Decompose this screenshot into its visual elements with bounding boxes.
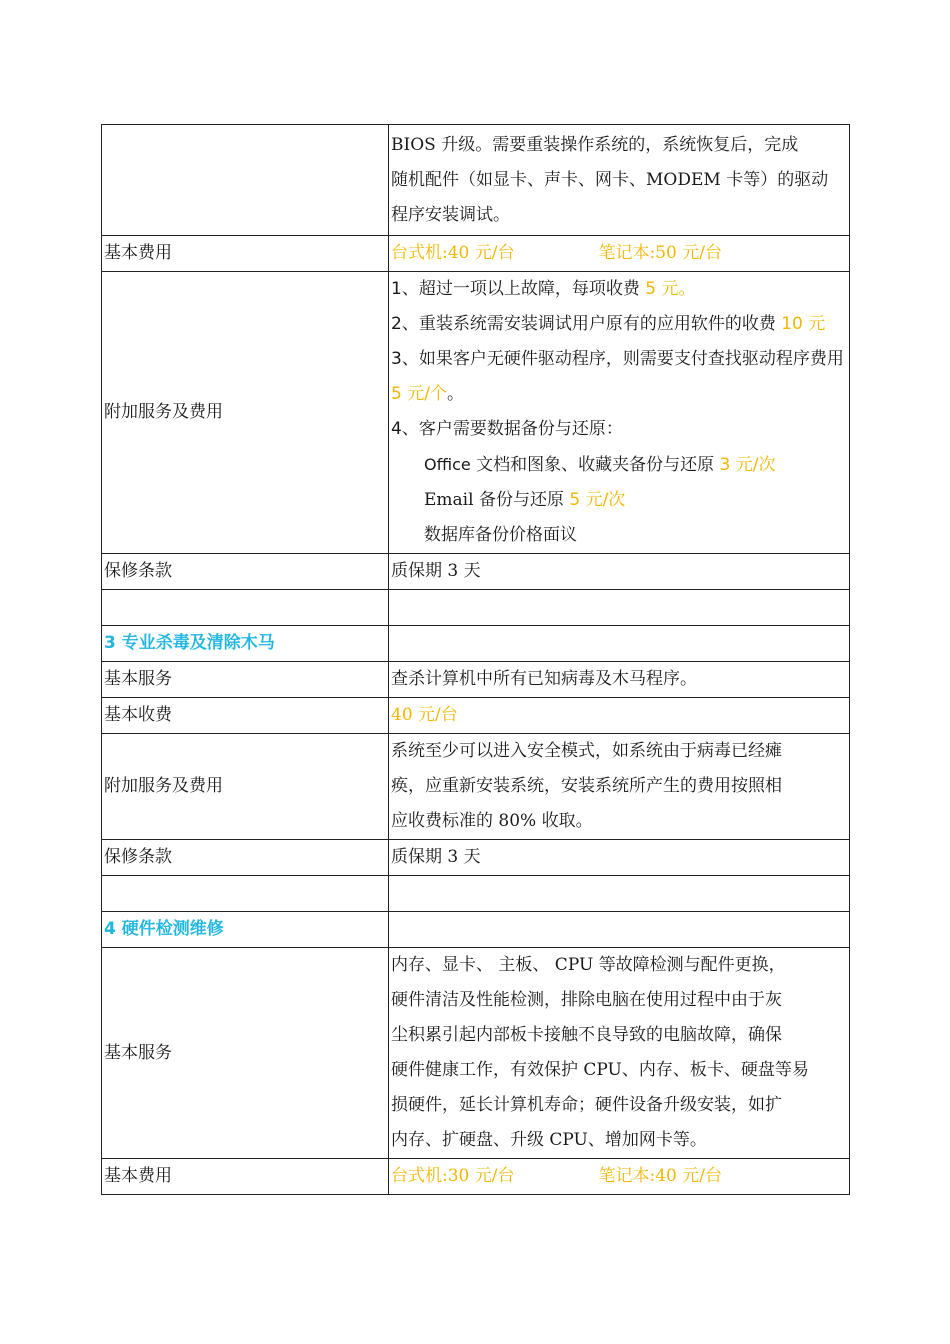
list-item: 3、如果客户无硬件驱动程序，则需要支付查找驱动程序费用 xyxy=(391,349,844,369)
sub-item: Email 备份与还原 5 元/次 xyxy=(424,490,626,510)
warranty-value: 质保期 3 天 xyxy=(389,840,850,876)
empty-cell xyxy=(102,125,389,236)
fee-cell xyxy=(389,236,850,272)
row-label: 附加服务及费用 xyxy=(102,272,389,554)
empty-cell xyxy=(389,876,850,912)
table-row xyxy=(102,662,850,698)
text-line: 内存、扩硬盘、升级 CPU、增加网卡等。 xyxy=(391,1130,707,1150)
empty-cell xyxy=(389,590,850,626)
table-row xyxy=(102,840,850,876)
list-item: 1、超过一项以上故障，每项收费 5 元。 xyxy=(391,279,696,299)
text-line: 尘积累引起内部板卡接触不良导致的电脑故障，确保 xyxy=(391,1025,782,1045)
basic-service-value xyxy=(389,948,850,1159)
empty-cell xyxy=(102,590,389,626)
empty-cell xyxy=(102,876,389,912)
extra-services-cell xyxy=(389,272,850,554)
table-row xyxy=(102,590,850,626)
text-line: 硬件清洁及性能检测，排除电脑在使用过程中由于灰 xyxy=(391,990,782,1010)
text-line: 应收费标准的 80% 收取。 xyxy=(391,811,593,831)
row-label: 基本服务 xyxy=(102,662,389,698)
table-row xyxy=(102,125,850,236)
bios-description xyxy=(389,125,850,236)
text-line: 损硬件，延长计算机寿命；硬件设备升级安装，如扩 xyxy=(391,1095,782,1115)
table-row xyxy=(102,626,850,662)
table-row xyxy=(102,554,850,590)
table-row xyxy=(102,912,850,948)
desktop-fee: 台式机:40 元/台 xyxy=(391,243,515,263)
sub-item: 数据库备份价格面议 xyxy=(424,525,577,545)
list-item: 5 元/个。 xyxy=(391,384,464,404)
text-line: 内存、显卡、 主板、 CPU 等故障检测与配件更换， xyxy=(391,955,786,975)
laptop-fee: 笔记本:40 元/台 xyxy=(598,1166,722,1186)
desktop-fee: 台式机:30 元/台 xyxy=(391,1166,515,1186)
laptop-fee: 笔记本:50 元/台 xyxy=(598,243,722,263)
list-item: 2、重装系统需安装调试用户原有的应用软件的收费 10 元 xyxy=(391,314,826,334)
warranty-value: 质保期 3 天 xyxy=(389,554,850,590)
section-title: 3 专业杀毒及清除木马 xyxy=(102,626,389,662)
text-line: 系统至少可以进入安全模式，如系统由于病毒已经瘫 xyxy=(391,741,782,761)
service-table xyxy=(101,124,850,1195)
empty-cell xyxy=(389,626,850,662)
basic-service-value: 查杀计算机中所有已知病毒及木马程序。 xyxy=(389,662,850,698)
table-row xyxy=(102,272,850,554)
text-line: 硬件健康工作，有效保护 CPU、内存、板卡、硬盘等易 xyxy=(391,1060,809,1080)
text-line: 程序安装调试。 xyxy=(391,204,510,225)
table-row xyxy=(102,698,850,734)
text-line: BIOS 升级。需要重装操作系统的，系统恢复后，完成 xyxy=(391,134,799,155)
table-row xyxy=(102,948,850,1159)
row-label: 基本收费 xyxy=(102,698,389,734)
extra-services-cell xyxy=(389,734,850,840)
list-item: 4、客户需要数据备份与还原： xyxy=(391,419,623,439)
table-row xyxy=(102,236,850,272)
basic-fee-value: 40 元/台 xyxy=(389,698,850,734)
table-row xyxy=(102,1159,850,1195)
row-label: 基本服务 xyxy=(102,948,389,1159)
row-label: 保修条款 xyxy=(102,840,389,876)
sub-item: Office 文档和图象、收藏夹备份与还原 3 元/次 xyxy=(424,455,776,475)
row-label: 附加服务及费用 xyxy=(102,734,389,840)
table-row xyxy=(102,734,850,840)
empty-cell xyxy=(389,912,850,948)
fee-cell xyxy=(389,1159,850,1195)
section-title: 4 硬件检测维修 xyxy=(102,912,389,948)
row-label: 基本费用 xyxy=(102,236,389,272)
text-line: 随机配件（如显卡、声卡、网卡、MODEM 卡等）的驱动 xyxy=(391,169,829,190)
row-label: 保修条款 xyxy=(102,554,389,590)
text-line: 痪，应重新安装系统，安装系统所产生的费用按照相 xyxy=(391,776,782,796)
table-row xyxy=(102,876,850,912)
row-label: 基本费用 xyxy=(102,1159,389,1195)
